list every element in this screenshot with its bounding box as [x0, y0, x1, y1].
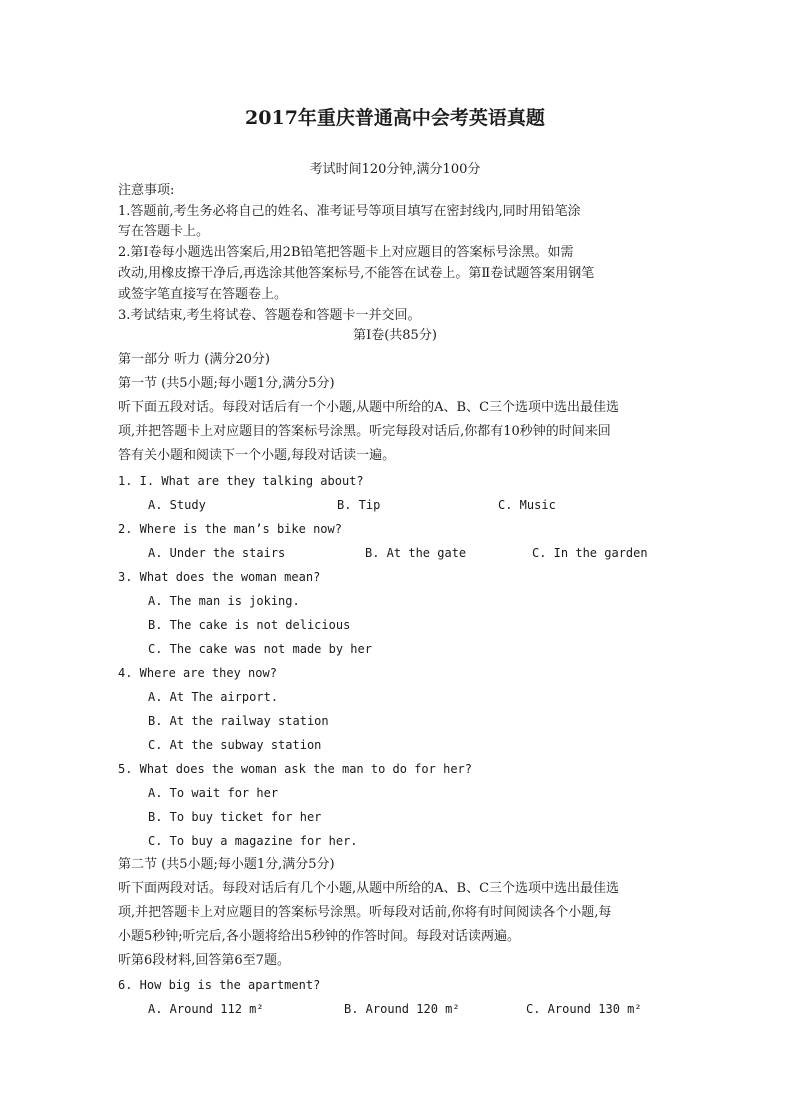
option-a: A. Around 112 m²	[148, 1002, 264, 1016]
notes-line: 3.考试结束,考生将试卷、答题卷和答题卡一并交回。	[118, 308, 421, 323]
notes-line: 改动,用橡皮擦干净后,再选涂其他答案标号,不能答在试卷上。第Ⅱ卷试题答案用钢笔	[118, 266, 595, 281]
option-a: A. To wait for her	[148, 786, 279, 800]
section1-instruction: 项,并把答题卡上对应题目的答案标号涂黑。听完每段对话后,你都有10秒钟的时间来回	[118, 424, 611, 439]
question-stem: 6. How big is the apartment?	[118, 978, 321, 992]
option-b: B. Around 120 m²	[344, 1002, 460, 1016]
question-stem: 3. What does the woman mean?	[118, 570, 321, 584]
part1-heading: 第一部分 听力 (满分20分)	[118, 352, 270, 367]
section2-heading: 第二节 (共5小题;每小题1分,满分5分)	[118, 857, 335, 872]
question-stem: 2. Where is the man’s bike now?	[118, 522, 342, 536]
option-b: B. At the railway station	[148, 714, 329, 728]
notes-line: 2.第Ⅰ卷每小题选出答案后,用2B铅笔把答题卡上对应题目的答案标号涂黑。如需	[118, 245, 574, 260]
option-b: B. The cake is not delicious	[148, 618, 351, 632]
exam-info: 考试时间120分钟,满分100分	[309, 162, 481, 177]
option-b: B. Tip	[337, 498, 381, 512]
option-c: C. At the subway station	[148, 738, 322, 752]
notes-line: 写在答题卡上。	[118, 224, 210, 239]
question-stem: 4. Where are they now?	[118, 666, 277, 680]
option-a: A. Under the stairs	[148, 546, 286, 560]
section2-instruction: 小题5秒钟;听完后,各小题将给出5秒钟的作答时间。每段对话读两遍。	[118, 929, 521, 944]
option-c: C. Around 130 m²	[526, 1002, 642, 1016]
section2-instruction: 听下面两段对话。每段对话后有几个小题,从题中所给的A、B、C三个选项中选出最佳选	[118, 881, 620, 896]
material-note: 听第6段材料,回答第6至7题。	[118, 953, 290, 968]
option-a: A. The man is joking.	[148, 594, 300, 608]
option-a: A. At The airport.	[148, 690, 279, 704]
option-c: C. In the garden	[532, 546, 648, 560]
option-c: C. To buy a magazine for her.	[148, 834, 358, 848]
section1-instruction: 答有关小题和阅读下一个小题,每段对话读一遍。	[118, 448, 396, 463]
volume-title: 第Ⅰ卷(共85分)	[353, 328, 437, 343]
option-b: B. At the gate	[365, 546, 467, 560]
question-stem: 5. What does the woman ask the man to do for her?	[118, 762, 473, 776]
notes-heading: 注意事项:	[118, 183, 175, 198]
section2-instruction: 项,并把答题卡上对应题目的答案标号涂黑。听每段对话前,你将有时间阅读各个小题,每	[118, 905, 612, 920]
option-a: A. Study	[148, 498, 206, 512]
section1-heading: 第一节 (共5小题;每小题1分,满分5分)	[118, 376, 335, 391]
notes-line: 或签字笔直接写在答题卷上。	[118, 287, 288, 302]
option-b: B. To buy ticket for her	[148, 810, 322, 824]
page-title: 2017年重庆普通高中会考英语真题	[245, 107, 545, 129]
section1-instruction: 听下面五段对话。每段对话后有一个小题,从题中所给的A、B、C三个选项中选出最佳选	[118, 400, 620, 415]
option-c: C. The cake was not made by her	[148, 642, 372, 656]
notes-line: 1.答题前,考生务必将自己的姓名、准考证号等项目填写在密封线内,同时用铅笔涂	[118, 204, 581, 219]
question-stem: 1. I. What are they talking about?	[118, 474, 364, 488]
option-c: C. Music	[498, 498, 556, 512]
